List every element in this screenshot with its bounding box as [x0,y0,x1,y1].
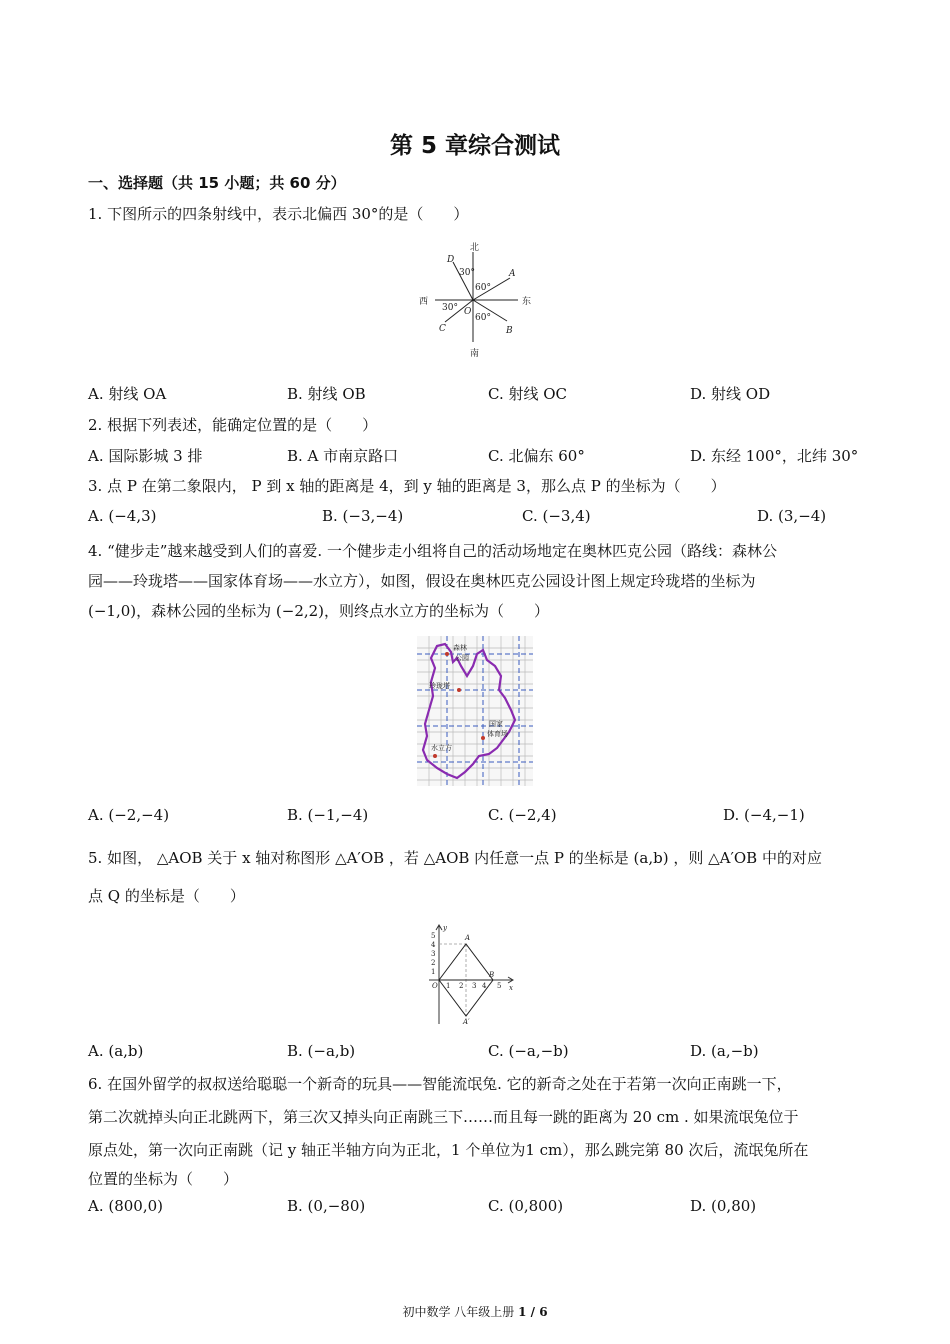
forest-park-marker [445,652,449,656]
footer-subject: 初中数学 八年级上册 [402,1305,515,1319]
q5-option-a: A. (a,b) [88,1042,144,1060]
water-cube-label: 水立方 [431,744,452,752]
q1-option-c: C. 射线 OC [488,385,568,403]
stadium-label-2: 体育场 [487,730,508,738]
q4-text-line1: 4. “健步走”越来越受到人们的喜爱. 一个健步走小组将自己的活动场地定在奥林匹克公园（路线：森林公 [88,542,777,560]
q4-option-c: C. (−2,4) [488,806,557,824]
q6-text-line1: 6. 在国外留学的叔叔送给聪聪一个新奇的玩具——智能流氓兔. 它的新奇之处在于若第一次向正南跳一下， [88,1075,792,1093]
q2-text: 2. 根据下列表述，能确定位置的是（ ） [88,416,378,434]
label-y: y [443,924,447,932]
stadium-marker [481,736,485,740]
angle-label-top: 30° [459,268,475,278]
page-title: 第 5 章综合测试 [389,133,561,159]
q3-option-b: B. (−3,−4) [322,507,404,525]
q6-option-b: B. (0,−80) [287,1197,366,1215]
label-d: D [447,255,455,265]
section-heading: 一、选择题（共 15 小题；共 60 分） [88,174,346,192]
label-a: A [509,269,516,279]
label-east: 东 [522,297,532,307]
xtick-5: 5 [497,982,502,990]
q1-option-b: B. 射线 OB [287,385,366,403]
label-north: 北 [470,243,480,253]
q6-option-c: C. (0,800) [488,1197,564,1215]
ytick-4: 4 [431,941,436,949]
label-o: O [432,982,438,990]
angle-label-c: 30° [442,303,458,313]
label-b: B [489,971,495,979]
q5-option-c: C. (−a,−b) [488,1042,569,1060]
label-south: 南 [470,349,480,359]
label-west: 西 [419,297,429,307]
q1-option-d: D. 射线 OD [690,385,771,403]
tower-label: 玲珑塔 [429,682,450,690]
page-footer [0,1303,950,1320]
ytick-1: 1 [431,968,436,976]
ytick-3: 3 [431,950,436,958]
label-c: C [439,324,446,334]
xtick-1: 1 [446,982,451,990]
ytick-2: 2 [431,959,436,967]
q1-option-a: A. 射线 OA [88,385,167,403]
q1-text: 1. 下图所示的四条射线中，表示北偏西 30°的是（ ） [88,205,469,223]
label-o: O [464,307,472,317]
water-cube-marker [433,754,437,758]
q1-compass-figure [410,240,540,360]
ytick-5: 5 [431,932,436,940]
q6-text-line4: 位置的坐标为（ ） [88,1170,239,1188]
xtick-3: 3 [472,982,477,990]
stadium-label-1: 国家 [489,720,503,728]
q3-option-c: C. (−3,4) [522,507,591,525]
q2-option-d: D. 东经 100°，北纬 30° [690,447,859,465]
label-a-prime: A′ [463,1018,470,1026]
q4-option-a: A. (−2,−4) [88,806,170,824]
tower-marker [457,688,461,692]
q4-option-d: D. (−4,−1) [723,806,805,824]
q5-text-line1: 5. 如图， △AOB 关于 x 轴对称图形 △A′OB ，若 △AOB 内任意一点 P 的坐标是 (a,b) ，则 △A′OB 中的对应 [88,849,822,867]
forest-label-1: 森林 [453,644,467,652]
angle-label-b: 60° [475,313,491,323]
q6-text-line2: 第二次就掉头向正北跳两下，第三次又掉头向正南跳三下……而且每一跳的距离为 20 cm . 如果流氓兔位于 [88,1108,799,1126]
xtick-4: 4 [482,982,487,990]
q2-option-c: C. 北偏东 60° [488,447,585,465]
q4-option-b: B. (−1,−4) [287,806,369,824]
q5-coordinate-figure [425,920,520,1028]
q5-option-b: B. (−a,b) [287,1042,356,1060]
q4-park-map [417,636,533,786]
xtick-2: 2 [459,982,464,990]
q6-option-d: D. (0,80) [690,1197,757,1215]
q5-option-d: D. (a,−b) [690,1042,759,1060]
forest-label-2: 公园 [455,654,469,662]
label-a: A [465,934,471,942]
label-b: B [506,326,513,336]
q3-option-d: D. (3,−4) [757,507,827,525]
q4-text-line3: (−1,0)，森林公园的坐标为 (−2,2)，则终点水立方的坐标为（ ） [88,602,550,620]
q3-text: 3. 点 P 在第二象限内， P 到 x 轴的距离是 4，到 y 轴的距离是 3，那么点 P 的坐标为（ ） [88,477,726,495]
q6-option-a: A. (800,0) [88,1197,164,1215]
q5-text-line2: 点 Q 的坐标是（ ） [88,887,245,905]
q2-option-b: B. A 市南京路口 [287,447,399,465]
label-x: x [509,984,513,992]
q4-text-line2: 园——玲珑塔——国家体育场——水立方），如图，假设在奥林匹克公园设计图上规定玲珑塔的坐标为 [88,572,756,590]
angle-label-a: 60° [475,283,491,293]
q6-text-line3: 原点处，第一次向正南跳（记 y 轴正半轴方向为正北，1 个单位为1 cm），那么跳完第 80 次后，流氓兔所在 [88,1141,809,1159]
q2-option-a: A. 国际影城 3 排 [88,447,203,465]
q3-option-a: A. (−4,3) [88,507,157,525]
footer-page-number: 1 / 6 [518,1305,548,1319]
